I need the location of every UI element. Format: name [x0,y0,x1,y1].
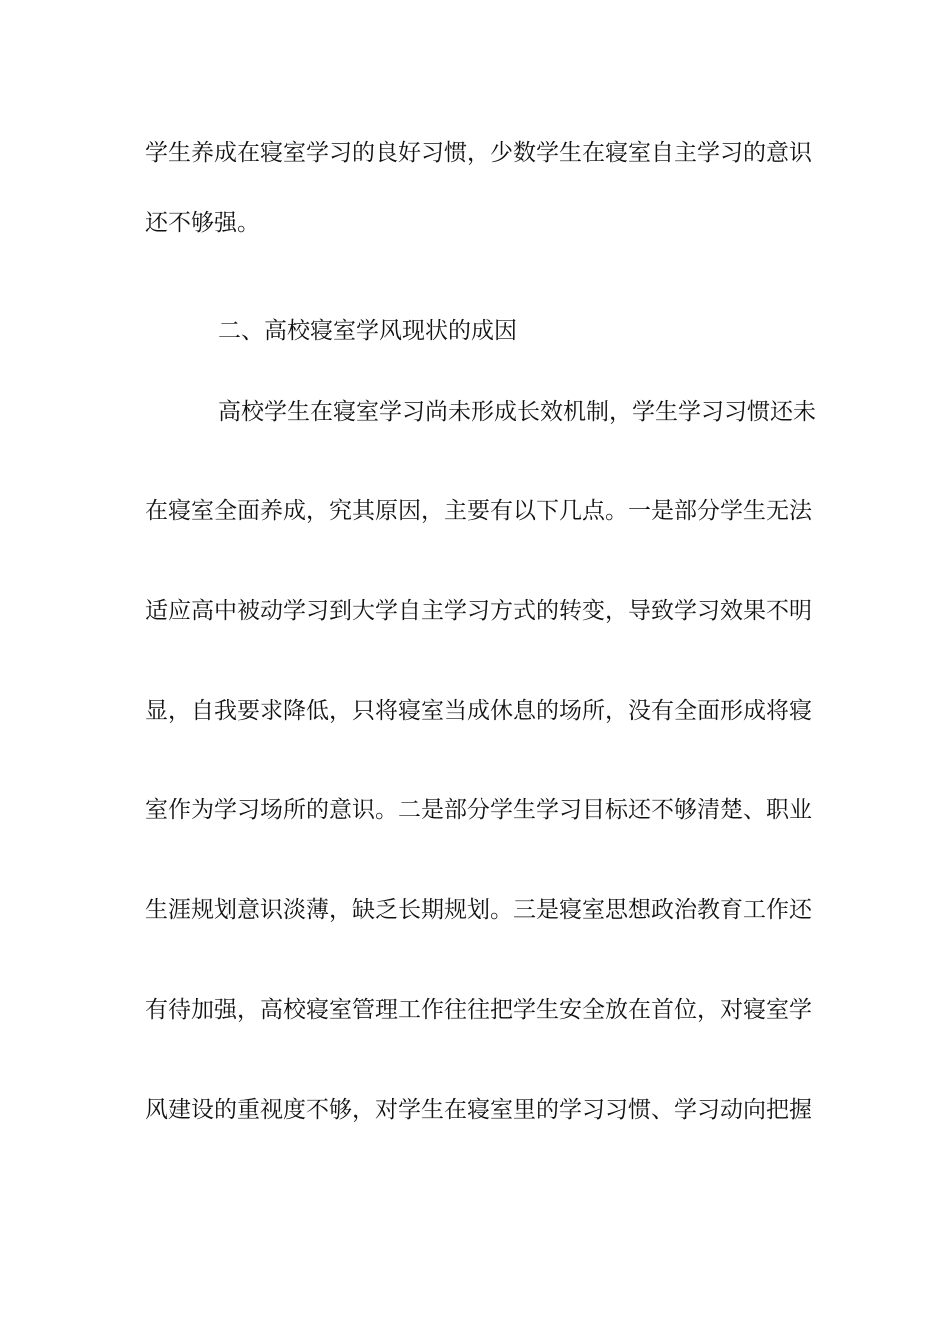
paragraph-line: 有待加强，高校寝室管理工作往往把学生安全放在首位，对寝室学 [145,997,812,1023]
section-heading: 二、高校寝室学风现状的成因 [218,318,517,344]
paragraph-line: 室作为学习场所的意识。二是部分学生学习目标还不够清楚、职业 [145,797,812,823]
paragraph-line: 风建设的重视度不够，对学生在寝室里的学习习惯、学习动向把握 [145,1097,812,1123]
paragraph-line: 学生养成在寝室学习的良好习惯，少数学生在寝室自主学习的意识 [145,140,812,166]
paragraph-line: 在寝室全面养成，究其原因，主要有以下几点。一是部分学生无法 [145,498,812,524]
paragraph-line: 高校学生在寝室学习尚未形成长效机制，学生学习习惯还未 [218,399,816,425]
paragraph-line: 还不够强。 [145,210,260,236]
paragraph-line: 生涯规划意识淡薄，缺乏长期规划。三是寝室思想政治教育工作还 [145,897,812,923]
paragraph-line: 适应高中被动学习到大学自主学习方式的转变，导致学习效果不明 [145,598,812,624]
paragraph-line: 显，自我要求降低，只将寝室当成休息的场所，没有全面形成将寝 [145,698,812,724]
